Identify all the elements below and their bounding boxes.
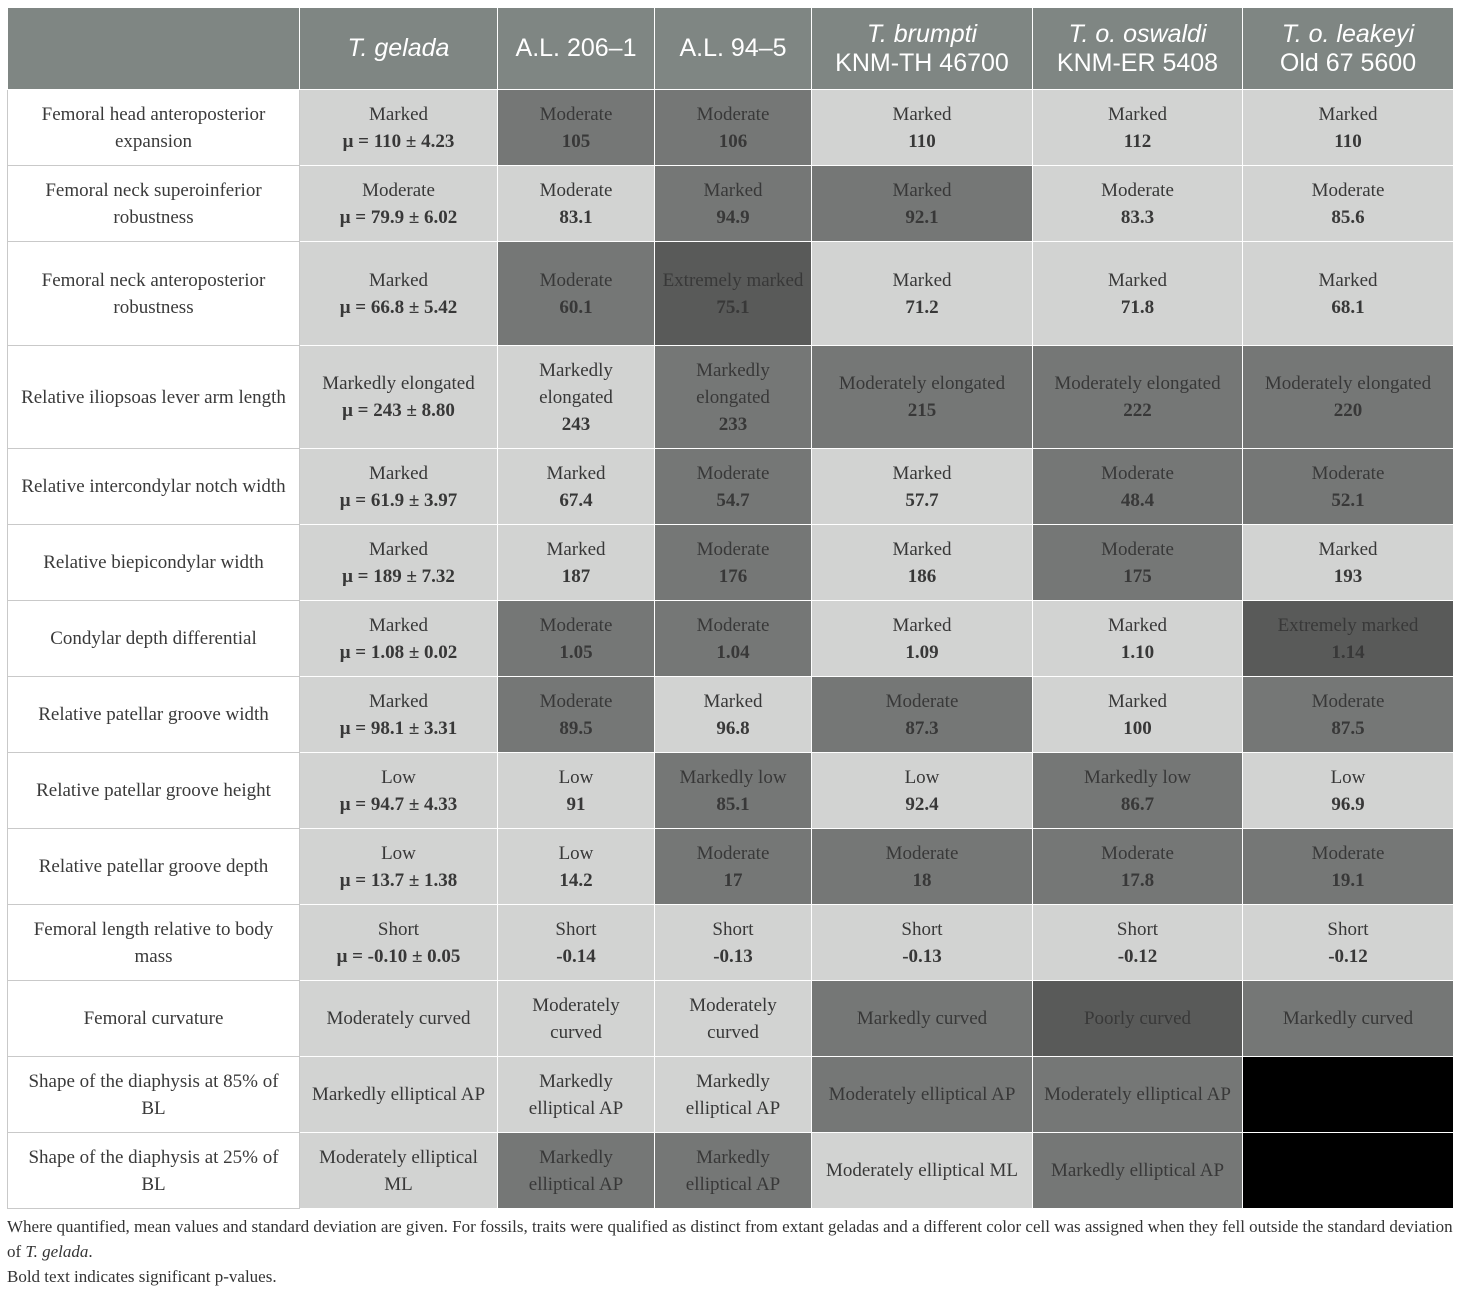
- trait-label: Relative intercondylar notch width: [8, 449, 300, 525]
- trait-value: 1.14: [1331, 641, 1365, 663]
- trait-cell: [812, 1133, 1033, 1209]
- trait-value: 176: [718, 565, 748, 587]
- trait-description: Moderate: [885, 842, 959, 864]
- trait-cell: [300, 829, 498, 905]
- trait-cell: [812, 905, 1033, 981]
- trait-value: 83.3: [1120, 206, 1155, 228]
- footnote-color-explanation: [7, 1214, 1455, 1264]
- trait-value: 112: [1123, 130, 1152, 152]
- trait-value: μ = -0.10 ± 0.05: [336, 945, 461, 967]
- trait-cell: [300, 1057, 498, 1133]
- trait-description: Moderately elliptical ML: [825, 1160, 1019, 1181]
- trait-description: Marked: [368, 690, 429, 712]
- trait-value: -0.12: [1328, 945, 1368, 967]
- trait-description: Marked: [368, 462, 429, 484]
- table-row: [8, 1057, 1454, 1133]
- trait-description: Marked: [1107, 269, 1168, 291]
- table-row: [8, 829, 1454, 905]
- trait-label: Shape of the diaphysis at 85% of BL: [8, 1057, 300, 1133]
- trait-cell: [300, 601, 498, 677]
- trait-value: 71.8: [1120, 296, 1155, 318]
- trait-description: Marked: [703, 690, 763, 712]
- trait-description: Moderately elliptical AP: [1044, 1084, 1231, 1105]
- header-row: [8, 8, 1454, 90]
- trait-cell: [655, 601, 812, 677]
- trait-description: Moderate: [1311, 842, 1385, 864]
- trait-cell: [655, 346, 812, 449]
- trait-cell: [1033, 677, 1243, 753]
- trait-cell: [1033, 1057, 1243, 1133]
- header-cell-5: [1033, 8, 1243, 90]
- trait-description: Moderate: [1311, 462, 1385, 484]
- trait-cell: [812, 1057, 1033, 1133]
- trait-cell: [1033, 525, 1243, 601]
- trait-description: Marked: [546, 462, 606, 484]
- trait-value: μ = 189 ± 7.32: [342, 565, 455, 587]
- trait-description: Markedly low: [1083, 766, 1192, 788]
- trait-value: 86.7: [1120, 793, 1155, 815]
- trait-description: Moderate: [696, 614, 770, 636]
- trait-description: Markedly elongated: [696, 359, 770, 408]
- trait-description: Marked: [1107, 614, 1168, 636]
- trait-label: Femoral curvature: [8, 981, 300, 1057]
- trait-cell: [655, 829, 812, 905]
- trait-cell: [812, 346, 1033, 449]
- trait-cell: [1033, 905, 1243, 981]
- trait-cell: [1033, 601, 1243, 677]
- trait-cell: [498, 166, 655, 242]
- trait-cell: [1243, 829, 1454, 905]
- trait-cell: [1033, 753, 1243, 829]
- trait-value: 92.1: [905, 206, 939, 228]
- trait-label: Femoral neck anteroposterior robustness: [8, 242, 300, 346]
- trait-description: Marked: [892, 103, 952, 125]
- trait-cell: [1243, 166, 1454, 242]
- trait-label: Femoral head anteroposterior expansion: [8, 90, 300, 166]
- trait-description: Extremely marked: [662, 269, 804, 291]
- trait-label: Relative patellar groove height: [8, 753, 300, 829]
- trait-cell: [655, 90, 812, 166]
- trait-description: Moderate: [1101, 179, 1174, 201]
- trait-cell: [655, 981, 812, 1057]
- trait-description: Low: [904, 766, 940, 788]
- trait-description: Marked: [368, 269, 429, 291]
- header-cell-4: [812, 8, 1033, 90]
- trait-value: 60.1: [559, 296, 593, 318]
- header-specimen: KNM-TH 46700: [835, 48, 1009, 77]
- trait-cell: [812, 601, 1033, 677]
- trait-cell: [498, 525, 655, 601]
- trait-description: Marked: [703, 179, 763, 201]
- trait-value: μ = 1.08 ± 0.02: [339, 641, 458, 663]
- trait-value: 17.8: [1120, 869, 1155, 891]
- trait-cell: [1243, 90, 1454, 166]
- trait-value: 54.7: [716, 489, 750, 511]
- trait-description: Markedly elliptical AP: [528, 1146, 624, 1195]
- trait-cell: [1033, 829, 1243, 905]
- trait-cell: [300, 905, 498, 981]
- trait-description: Marked: [892, 269, 952, 291]
- trait-description: Moderate: [1101, 538, 1174, 560]
- table-footnotes: [7, 1214, 1455, 1289]
- trait-description: Moderately elliptical AP: [828, 1084, 1016, 1105]
- table-row: [8, 905, 1454, 981]
- trait-value: 48.4: [1120, 489, 1155, 511]
- trait-description: Short: [377, 918, 420, 940]
- trait-cell: [1243, 1057, 1454, 1133]
- trait-label: Femoral length relative to body mass: [8, 905, 300, 981]
- trait-description: Moderately curved: [689, 994, 777, 1043]
- trait-value: μ = 243 ± 8.80: [342, 400, 455, 421]
- trait-description: Low: [381, 766, 416, 788]
- table-row: [8, 525, 1454, 601]
- trait-cell: [498, 449, 655, 525]
- trait-description: Moderately elongated: [1054, 373, 1221, 394]
- trait-cell: [655, 449, 812, 525]
- trait-cell: [498, 1133, 655, 1209]
- table-body: [8, 90, 1454, 1209]
- trait-value: 96.9: [1331, 793, 1365, 815]
- trait-value: μ = 79.9 ± 6.02: [339, 206, 458, 228]
- trait-cell: [300, 753, 498, 829]
- trait-cell: [300, 677, 498, 753]
- trait-value: 175: [1123, 565, 1152, 587]
- trait-value: μ = 61.9 ± 3.97: [339, 489, 458, 511]
- footnote-bold: Bold text indicates significant p-values.: [7, 1267, 277, 1286]
- trait-description: Marked: [892, 614, 952, 636]
- trait-value: μ = 98.1 ± 3.31: [339, 717, 458, 739]
- trait-value: -0.13: [713, 945, 753, 967]
- trait-cell: [812, 753, 1033, 829]
- trait-cell: [498, 981, 655, 1057]
- trait-label: Femoral neck superoinferior robustness: [8, 166, 300, 242]
- trait-cell: [1033, 90, 1243, 166]
- table-row: [8, 449, 1454, 525]
- table-row: [8, 242, 1454, 346]
- trait-value: 233: [718, 413, 748, 435]
- trait-value: 186: [907, 565, 937, 587]
- trait-cell: [812, 677, 1033, 753]
- trait-description: Moderate: [1101, 462, 1174, 484]
- trait-description: Markedly elongated: [539, 359, 613, 408]
- trait-description: Short: [1327, 918, 1369, 940]
- trait-cell: [1243, 601, 1454, 677]
- trait-description: Low: [381, 842, 416, 864]
- trait-cell: [655, 242, 812, 346]
- trait-cell: [300, 242, 498, 346]
- trait-cell: [300, 1133, 498, 1209]
- header-label: A.L. 206–1: [515, 34, 637, 62]
- trait-description: Moderately elliptical ML: [319, 1146, 478, 1195]
- trait-cell: [300, 166, 498, 242]
- trait-cell: [1243, 242, 1454, 346]
- table-row: [8, 346, 1454, 449]
- trait-description: Moderate: [696, 538, 770, 560]
- trait-value: μ = 94.7 ± 4.33: [339, 793, 458, 815]
- trait-cell: [1243, 449, 1454, 525]
- trait-description: Marked: [892, 179, 952, 201]
- trait-cell: [498, 677, 655, 753]
- trait-description: Short: [1116, 918, 1159, 940]
- header-label: A.L. 94–5: [679, 34, 787, 62]
- trait-value: 110: [1334, 130, 1362, 152]
- table-row: [8, 753, 1454, 829]
- trait-cell: [1033, 242, 1243, 346]
- trait-value: 18: [912, 869, 932, 891]
- trait-value: 215: [907, 400, 937, 421]
- trait-description: Extremely marked: [1277, 614, 1419, 636]
- trait-cell: [812, 90, 1033, 166]
- trait-description: Marked: [368, 103, 429, 125]
- footnote-species: T. gelada: [25, 1242, 89, 1261]
- trait-cell: [300, 346, 498, 449]
- trait-cell: [812, 829, 1033, 905]
- trait-description: Moderately elongated: [1264, 373, 1432, 394]
- header-cell-blank: [8, 8, 300, 90]
- header-cell-1: [300, 8, 498, 90]
- table-row: [8, 601, 1454, 677]
- header-label: T. o. leakeyi: [1281, 19, 1415, 48]
- trait-cell: [1033, 981, 1243, 1057]
- trait-value: 222: [1123, 400, 1152, 421]
- trait-value: 243: [561, 413, 591, 435]
- trait-description: Moderately elongated: [838, 373, 1006, 394]
- trait-label: Condylar depth differential: [8, 601, 300, 677]
- trait-value: 187: [561, 565, 591, 587]
- trait-description: Marked: [546, 538, 606, 560]
- trait-description: Marked: [892, 462, 952, 484]
- trait-value: 85.1: [716, 793, 750, 815]
- trait-cell: [1243, 677, 1454, 753]
- trait-description: Markedly elliptical AP: [685, 1070, 781, 1119]
- trait-description: Moderate: [539, 614, 613, 636]
- trait-value: 1.04: [716, 641, 750, 663]
- trait-description: Moderate: [696, 842, 770, 864]
- trait-description: Moderate: [362, 179, 435, 201]
- trait-value: 87.5: [1331, 717, 1365, 739]
- trait-description: Markedly elliptical AP: [1050, 1160, 1225, 1181]
- trait-value: μ = 66.8 ± 5.42: [339, 296, 458, 318]
- trait-value: μ = 13.7 ± 1.38: [339, 869, 458, 891]
- trait-cell: [655, 166, 812, 242]
- trait-value: 94.9: [716, 206, 750, 228]
- header-specimen: KNM-ER 5408: [1056, 48, 1219, 77]
- trait-label: Relative patellar groove depth: [8, 829, 300, 905]
- trait-description: Marked: [1318, 103, 1378, 125]
- trait-value: 92.4: [905, 793, 939, 815]
- trait-description: Moderate: [885, 690, 959, 712]
- trait-value: 68.1: [1331, 296, 1365, 318]
- trait-cell: [655, 753, 812, 829]
- trait-description: Moderate: [696, 462, 770, 484]
- trait-cell: [498, 753, 655, 829]
- trait-description: Moderate: [539, 690, 613, 712]
- trait-label: Shape of the diaphysis at 25% of BL: [8, 1133, 300, 1209]
- trait-description: Marked: [1318, 538, 1378, 560]
- table-row: [8, 90, 1454, 166]
- trait-description: Markedly elongated: [322, 373, 475, 394]
- trait-cell: [1033, 449, 1243, 525]
- trait-cell: [655, 677, 812, 753]
- trait-value: 83.1: [559, 206, 593, 228]
- trait-cell: [812, 525, 1033, 601]
- trait-cell: [300, 449, 498, 525]
- trait-description: Moderate: [1101, 842, 1174, 864]
- trait-description: Markedly curved: [1282, 1008, 1414, 1029]
- trait-cell: [498, 905, 655, 981]
- trait-description: Moderately curved: [326, 1008, 471, 1029]
- trait-description: Moderate: [696, 103, 770, 125]
- trait-description: Low: [1330, 766, 1366, 788]
- trait-value: 85.6: [1331, 206, 1365, 228]
- trait-cell: [1033, 1133, 1243, 1209]
- header-cell-6: [1243, 8, 1454, 90]
- table-row: [8, 1133, 1454, 1209]
- trait-cell: [655, 1057, 812, 1133]
- trait-description: Moderate: [539, 179, 613, 201]
- trait-value: 1.09: [905, 641, 939, 663]
- trait-cell: [812, 981, 1033, 1057]
- trait-label: Relative biepicondylar width: [8, 525, 300, 601]
- trait-description: Moderate: [1311, 690, 1385, 712]
- trait-cell: [300, 525, 498, 601]
- trait-value: 57.7: [905, 489, 939, 511]
- trait-cell: [498, 1057, 655, 1133]
- trait-value: 19.1: [1331, 869, 1365, 891]
- trait-cell: [498, 829, 655, 905]
- trait-cell: [1243, 981, 1454, 1057]
- trait-description: Low: [558, 842, 594, 864]
- trait-description: Marked: [1107, 690, 1168, 712]
- header-label: T. o. oswaldi: [1068, 19, 1207, 48]
- header-cell-3: [655, 8, 812, 90]
- trait-cell: [655, 905, 812, 981]
- trait-value: 220: [1333, 400, 1363, 421]
- trait-cell: [498, 90, 655, 166]
- trait-description: Moderate: [539, 269, 613, 291]
- trait-description: Moderate: [539, 103, 613, 125]
- header-label: T. gelada: [347, 34, 450, 62]
- footnote-period: .: [88, 1242, 93, 1261]
- trait-description: Markedly elliptical AP: [528, 1070, 624, 1119]
- trait-value: 89.5: [559, 717, 593, 739]
- trait-cell: [655, 1133, 812, 1209]
- trait-description: Markedly elliptical AP: [311, 1084, 486, 1105]
- trait-cell: [300, 981, 498, 1057]
- trait-value: 96.8: [716, 717, 750, 739]
- header-specimen: Old 67 5600: [1279, 48, 1417, 77]
- trait-value: -0.12: [1117, 945, 1158, 967]
- trait-cell: [812, 449, 1033, 525]
- trait-description: Moderate: [1311, 179, 1385, 201]
- trait-value: 17: [723, 869, 743, 891]
- trait-description: Marked: [892, 538, 952, 560]
- trait-cell: [1243, 905, 1454, 981]
- header-cell-2: [498, 8, 655, 90]
- trait-cell: [1033, 166, 1243, 242]
- trait-cell: [498, 601, 655, 677]
- trait-value: 110: [908, 130, 936, 152]
- trait-label: Relative patellar groove width: [8, 677, 300, 753]
- trait-description: Moderately curved: [532, 994, 620, 1043]
- trait-value: 87.3: [905, 717, 939, 739]
- trait-description: Low: [558, 766, 594, 788]
- footnote-text: Where quantified, mean values and standard deviation are given. For fossils, traits were qualified as distinct from extant geladas and a different color cell was assigned when they fell outside the standard deviation of: [7, 1217, 1453, 1261]
- trait-cell: [812, 242, 1033, 346]
- trait-label: Relative iliopsoas lever arm length: [8, 346, 300, 449]
- trait-description: Marked: [368, 614, 429, 636]
- trait-value: 1.10: [1120, 641, 1155, 663]
- trait-description: Poorly curved: [1083, 1008, 1192, 1029]
- trait-cell: [1243, 525, 1454, 601]
- trait-value: 100: [1123, 717, 1152, 739]
- trait-value: 91: [566, 793, 586, 815]
- trait-description: Markedly low: [679, 766, 787, 788]
- trait-value: -0.13: [902, 945, 942, 967]
- trait-description: Markedly elliptical AP: [685, 1146, 781, 1195]
- trait-cell: [1243, 753, 1454, 829]
- trait-cell: [812, 166, 1033, 242]
- trait-description: Marked: [1107, 103, 1168, 125]
- trait-value: 75.1: [716, 296, 750, 318]
- trait-value: 67.4: [559, 489, 593, 511]
- trait-description: Marked: [368, 538, 429, 560]
- trait-description: Short: [712, 918, 754, 940]
- trait-description: Short: [901, 918, 943, 940]
- table-row: [8, 677, 1454, 753]
- trait-description: Markedly curved: [856, 1008, 988, 1029]
- trait-cell: [498, 346, 655, 449]
- trait-value: 106: [718, 130, 748, 152]
- table-row: [8, 981, 1454, 1057]
- trait-value: 14.2: [559, 869, 593, 891]
- trait-value: 52.1: [1331, 489, 1365, 511]
- trait-cell: [1033, 346, 1243, 449]
- trait-description: Short: [555, 918, 597, 940]
- trait-value: -0.14: [556, 945, 596, 967]
- trait-description: Marked: [1318, 269, 1378, 291]
- trait-cell: [1243, 1133, 1454, 1209]
- trait-value: 105: [561, 130, 591, 152]
- trait-cell: [300, 90, 498, 166]
- trait-cell: [498, 242, 655, 346]
- comparison-table: [7, 7, 1454, 1209]
- trait-cell: [655, 525, 812, 601]
- header-label: T. brumpti: [866, 19, 978, 48]
- trait-cell: [1243, 346, 1454, 449]
- trait-value: μ = 110 ± 4.23: [342, 130, 455, 152]
- trait-value: 193: [1333, 565, 1363, 587]
- trait-value: 71.2: [905, 296, 939, 318]
- trait-value: 1.05: [559, 641, 593, 663]
- table-row: [8, 166, 1454, 242]
